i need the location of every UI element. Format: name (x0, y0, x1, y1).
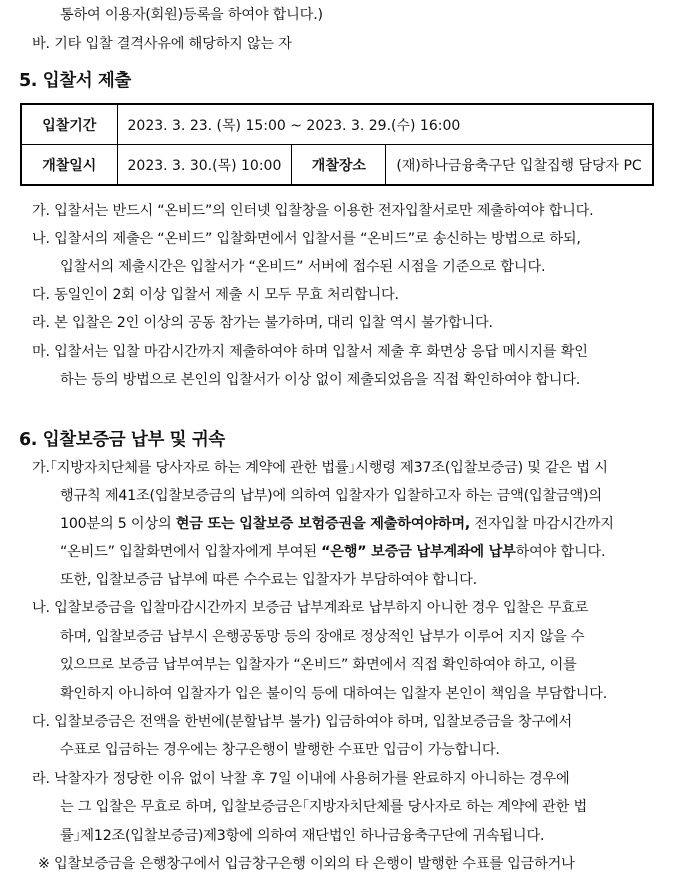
section-heading: 6. 입찰보증금 납부 및 귀속 (19, 430, 225, 450)
text-line: 하며, 입찰보증금 납부시 은행공동망 등의 장애로 정상적인 납부가 이루어 지지 않을 수 (60, 629, 585, 645)
text-line: 하는 등의 방법으로 본인의 입찰서가 이상 없이 제출되었음을 직접 확인하여야 합니다. (60, 372, 581, 388)
place-value: (재)하나금융축구단 입찰집행 담당자 PC (386, 145, 653, 186)
text-line: 수표로 입금하는 경우에는 창구은행이 발행한 수표만 입금이 가능합니다. (60, 742, 500, 758)
text-line: 또한, 입찰보증금 납부에 따른 수수료는 입찰자가 부담하여야 합니다. (60, 572, 477, 588)
text-line: 통하여 이용자(회원)등록을 하여야 합니다.) (60, 7, 323, 23)
text-line: 다. 입찰보증금은 전액을 한번에(분할납부 불가) 입금하여야 하며, 입찰보증금을 창구에서 (32, 714, 572, 730)
opening-label: 개찰일시 (21, 145, 117, 186)
text-line: 가.｢지방자치단체를 당사자로 하는 계약에 관한 법률｣시행령 제37조(입찰보증금) 및 같은 법 시 (32, 460, 608, 476)
text-line (60, 513, 614, 533)
place-label: 개찰장소 (292, 145, 386, 186)
text-line: 확인하지 아니하여 입찰자가 입은 불이익 등에 대하여는 입찰자 본인이 책임을 부담합니다. (60, 686, 608, 702)
period-label: 입찰기간 (21, 104, 117, 145)
text-line: 률｣제12조(입찰보증금)제3항에 의하여 재단법인 하나금융축구단에 귀속됩니다. (60, 828, 545, 844)
text-segment: 전자입찰 마감시간까지 (470, 516, 614, 532)
text-line: 나. 입찰보증금을 입찰마감시간까지 보증금 납부계좌로 납부하지 아니한 경우 입찰은 무효로 (32, 600, 589, 616)
text-line (60, 541, 605, 561)
text-segment: 100분의 5 이상의 (60, 516, 176, 532)
section-heading: 5. 입찰서 제출 (19, 71, 131, 91)
text-line: 라. 낙찰자가 정당한 이유 없이 낙찰 후 7일 이내에 사용허가를 완료하지 아니하는 경우에 (32, 771, 570, 787)
emphasis-text: 현금 또는 입찰보증 보험증권을 제출하여야하며, (175, 516, 471, 532)
text-line: 다. 동일인이 2회 이상 입찰서 제출 시 모두 무효 처리합니다. (32, 287, 399, 303)
text-line: 행규칙 제41조(입찰보증금의 납부)에 의하여 입찰자가 입찰하고자 하는 금액(입찰금액)의 (60, 488, 602, 504)
text-line: 바. 기타 입찰 결격사유에 해당하지 않는 자 (32, 36, 292, 52)
text-line: 라. 본 입찰은 2인 이상의 공동 참가는 불가하며, 대리 입찰 역시 불가합니다. (32, 315, 493, 331)
bid-schedule-table (20, 103, 654, 186)
text-line: 가. 입찰서는 반드시 “온비드”의 인터넷 입찰창을 이용한 전자입찰서로만 제출하여야 합니다. (32, 203, 594, 219)
text-line: 마. 입찰서는 입찰 마감시간까지 제출하여야 하며 입찰서 제출 후 화면상 응답 메시지를 확인 (32, 344, 588, 360)
text-segment: 하여야 합니다. (515, 544, 606, 560)
text-line: 있으므로 보증금 납부여부는 입찰자가 “온비드” 화면에서 직접 확인하여야 하고, 이를 (60, 657, 577, 673)
period-value: 2023. 3. 23. (목) 15:00 ~ 2023. 3. 29.(수) 16:00 (117, 104, 653, 145)
text-line: 입찰서의 제출시간은 입찰서가 “온비드” 서버에 접수된 시점을 기준으로 합니다. (60, 259, 546, 275)
text-line: 나. 입찰서의 제출은 “온비드” 입찰화면에서 입찰서를 “온비드”로 송신하는 방법으로 하되, (32, 231, 581, 247)
opening-value: 2023. 3. 30.(목) 10:00 (117, 145, 292, 186)
text-line: 는 그 입찰은 무효로 하며, 입찰보증금은｢지방자치단체를 당사자로 하는 계약에 관한 법 (60, 799, 587, 815)
emphasis-text: “은행” 보증금 납부계좌에 납부 (321, 544, 516, 560)
note-line: ※ 입찰보증금을 은행창구에서 입금창구은행 이외의 타 은행이 발행한 수표를 입금하거나 (38, 856, 575, 872)
text-segment: “온비드” 입찰화면에서 입찰자에게 부여된 (60, 544, 322, 560)
